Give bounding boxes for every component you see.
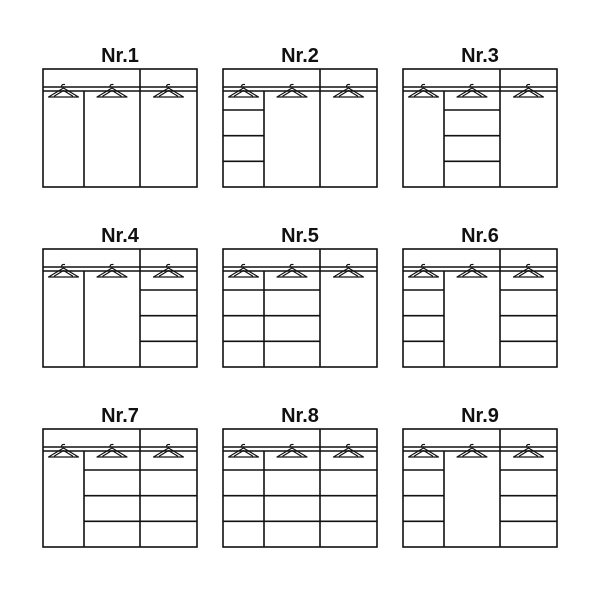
wardrobe-panel-9: [400, 404, 560, 564]
wardrobe-title: Nr.1: [101, 45, 139, 67]
hanger-outline: [97, 448, 127, 457]
hanger-outline: [229, 88, 259, 97]
wardrobe-drawing: [40, 246, 200, 370]
hanger-outline: [409, 448, 439, 457]
hanger-outline: [457, 88, 487, 97]
hanger-outline: [229, 448, 259, 457]
hanger-outline: [97, 268, 127, 277]
wardrobe-title: Nr.7: [101, 405, 139, 427]
hanger-outline: [277, 268, 307, 277]
wardrobe-drawing: [220, 66, 380, 190]
hanger-outline: [334, 88, 364, 97]
wardrobe-panel-3: [400, 44, 560, 204]
wardrobe-drawing: [220, 246, 380, 370]
hanger-outline: [334, 448, 364, 457]
wardrobe-panel-4: [40, 224, 200, 384]
wardrobe-drawing: [400, 426, 560, 550]
hanger-outline: [514, 448, 544, 457]
wardrobe-drawing: [220, 426, 380, 550]
wardrobe-title: Nr.4: [101, 225, 139, 247]
hanger-outline: [97, 88, 127, 97]
wardrobe-title: Nr.8: [281, 405, 319, 427]
hanger-outline: [49, 448, 79, 457]
hanger-outline: [409, 88, 439, 97]
wardrobe-drawing: [400, 246, 560, 370]
wardrobe-title: Nr.3: [461, 45, 499, 67]
hanger-outline: [409, 268, 439, 277]
wardrobe-panel-8: [220, 404, 380, 564]
wardrobe-drawing: [40, 426, 200, 550]
hanger-outline: [457, 268, 487, 277]
wardrobe-panel-6: [400, 224, 560, 384]
hanger-outline: [229, 268, 259, 277]
hanger-outline: [277, 88, 307, 97]
hanger-outline: [49, 268, 79, 277]
wardrobe-panel-2: [220, 44, 380, 204]
wardrobe-panel-5: [220, 224, 380, 384]
hanger-outline: [49, 88, 79, 97]
wardrobe-drawing: [400, 66, 560, 190]
wardrobe-panel-7: [40, 404, 200, 564]
hanger-outline: [154, 88, 184, 97]
wardrobe-title: Nr.9: [461, 405, 499, 427]
hanger-outline: [457, 448, 487, 457]
hanger-outline: [514, 268, 544, 277]
hanger-outline: [154, 448, 184, 457]
hanger-outline: [277, 448, 307, 457]
wardrobe-panel-1: [40, 44, 200, 204]
wardrobe-drawing: [40, 66, 200, 190]
hanger-outline: [334, 268, 364, 277]
hanger-outline: [154, 268, 184, 277]
wardrobe-title: Nr.5: [281, 225, 319, 247]
wardrobe-title: Nr.6: [461, 225, 499, 247]
hanger-outline: [514, 88, 544, 97]
wardrobe-title: Nr.2: [281, 45, 319, 67]
